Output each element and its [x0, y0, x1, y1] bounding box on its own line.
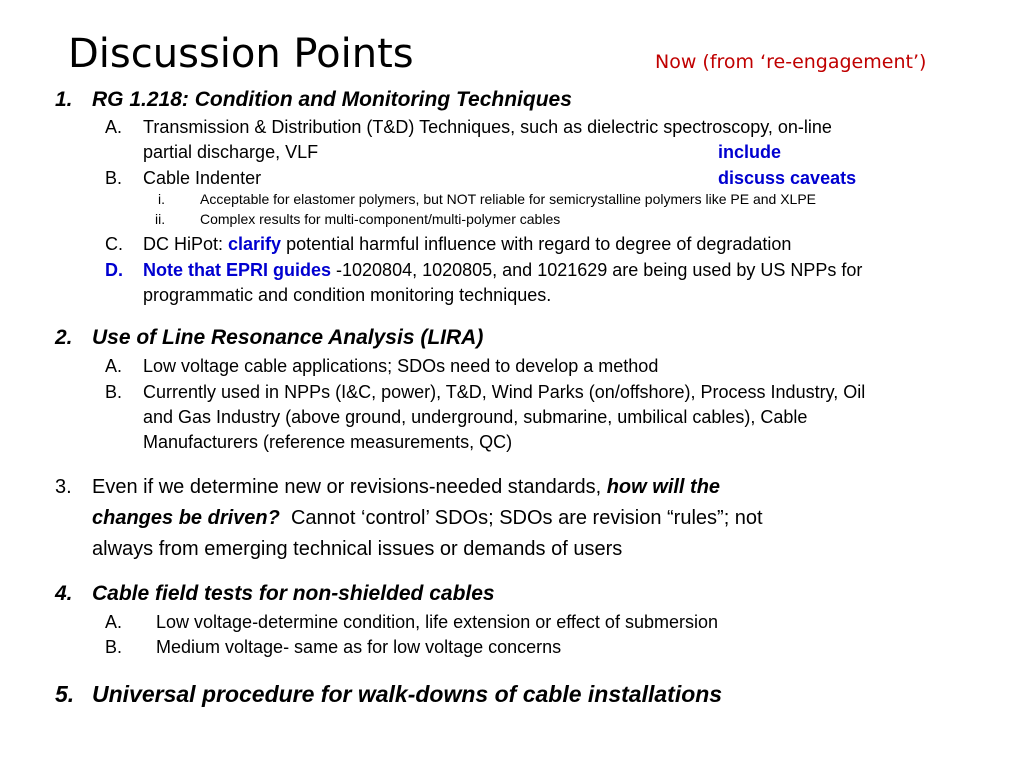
item-1a-letter: A. — [105, 117, 123, 137]
item-1c-letter: C. — [105, 234, 123, 254]
item-5-heading: Universal procedure for walk-downs of cable installations — [92, 681, 723, 707]
item-4b-text: Medium voltage- same as for low voltage concerns — [156, 637, 562, 657]
item-2b-text-line3: Manufacturers (reference measurements, QC) — [143, 432, 513, 452]
item-1a-text-line1: Transmission & Distribution (T&D) Techniques, such as dielectric spectroscopy, on-line — [143, 117, 832, 137]
item-4a-text: Low voltage-determine condition, life extension or effect of submersion — [156, 612, 718, 632]
item-1-number: 1. — [55, 88, 73, 111]
item-3-line1-text: Even if we determine new or revisions-needed standards, — [92, 476, 607, 498]
item-1d-highlight: Note that EPRI guides — [143, 260, 332, 280]
item-2b-letter: B. — [105, 382, 123, 402]
page-title: Discussion Points — [68, 31, 414, 77]
item-3-line2-text: Cannot ‘control’ SDOs; SDOs are revision “rules”; not — [279, 507, 763, 529]
item-2b-text-line2: and Gas Industry (above ground, underground, submarine, umbilical cables), Cable — [143, 407, 808, 427]
item-3-line2 — [92, 503, 763, 534]
item-1d-text-line2: programmatic and condition monitoring techniques. — [143, 285, 552, 305]
item-1c-highlight: clarify — [228, 234, 282, 254]
item-3-line2-emphasis: changes be driven? — [92, 507, 280, 529]
item-3-number: 3. — [55, 476, 72, 498]
item-3-line1 — [92, 472, 720, 503]
item-4a-letter: A. — [105, 612, 123, 632]
item-1b-ii-roman: ii. — [155, 211, 166, 227]
item-4-heading: Cable field tests for non-shielded cables — [92, 582, 495, 605]
item-2a-text: Low voltage cable applications; SDOs need to develop a method — [143, 356, 659, 376]
item-1-heading: RG 1.218: Condition and Monitoring Techniques — [92, 88, 572, 111]
page-subtitle: Now (from ‘re-engagement’) — [655, 51, 927, 73]
item-2a-letter: A. — [105, 356, 123, 376]
item-1b-i-roman: i. — [158, 191, 165, 207]
item-1b-i-text: Acceptable for elastomer polymers, but NOT reliable for semicrystalline polymers like PE and XLPE — [200, 191, 816, 207]
item-1b-ii-text: Complex results for multi-component/multi-polymer cables — [200, 211, 561, 227]
item-1a-note: include — [718, 142, 782, 162]
item-5-number: 5. — [55, 681, 75, 707]
item-1b-note: discuss caveats — [718, 168, 857, 188]
item-1b-text: Cable Indenter — [143, 168, 262, 188]
item-1b-letter: B. — [105, 168, 123, 188]
item-1d-text-line1 — [143, 259, 862, 282]
item-1c-pre: DC HiPot: — [143, 234, 229, 254]
item-2-heading: Use of Line Resonance Analysis (LIRA) — [92, 326, 484, 349]
item-3-line3: always from emerging technical issues or demands of users — [92, 538, 623, 560]
item-1c-text — [143, 233, 791, 256]
item-1d-post: -1020804, 1020805, and 1021629 are being used by US NPPs for — [331, 260, 863, 280]
item-4b-letter: B. — [105, 637, 123, 657]
item-4-number: 4. — [55, 582, 73, 605]
item-2-number: 2. — [55, 326, 73, 349]
item-1d-letter: D. — [105, 260, 123, 280]
item-1a-text-line2: partial discharge, VLF — [143, 142, 319, 162]
item-2b-text-line1: Currently used in NPPs (I&C, power), T&D, Wind Parks (on/offshore), Process Industry, Oil — [143, 382, 866, 402]
item-1c-post: potential harmful influence with regard to degree of degradation — [281, 234, 792, 254]
item-3-line1-emphasis: how will the — [606, 476, 721, 498]
